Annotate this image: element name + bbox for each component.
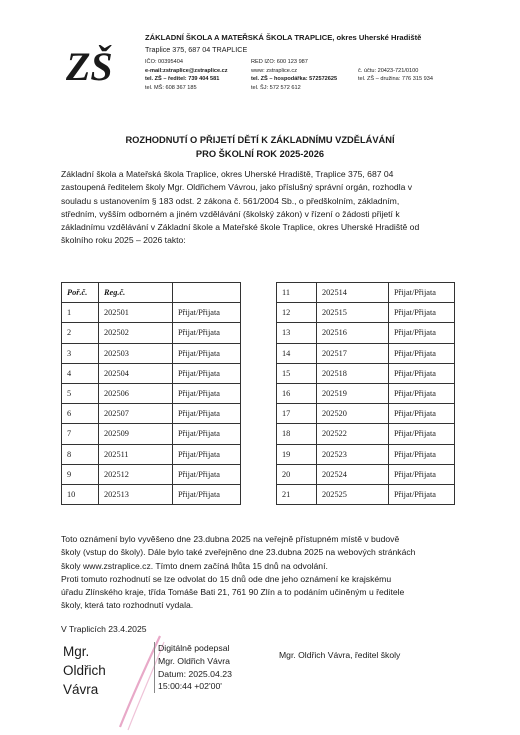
result-cell: Přijat/Přijata xyxy=(389,303,455,323)
header-result xyxy=(173,283,241,303)
school-address: Traplice 375, 687 04 TRAPLICE xyxy=(145,45,248,54)
order-cell: 4 xyxy=(62,363,99,383)
result-cell: Přijat/Přijata xyxy=(173,404,241,424)
table-row xyxy=(62,464,241,484)
order-cell: 2 xyxy=(62,323,99,343)
contact-phone-canteen: tel. ŠJ: 572 572 612 xyxy=(251,84,301,91)
table-row xyxy=(62,424,241,444)
result-cell: Přijat/Přijata xyxy=(389,383,455,403)
notice-line: úřadu Zlínského kraje, třída Tomáše Bati 21, 761 90 Zlín a to podáním učiněným u ředitele xyxy=(61,587,405,598)
title-line-1: ROZHODNUTÍ O PŘIJETÍ DĚTÍ K ZÁKLADNÍMU VZDĚLÁVÁNÍ xyxy=(125,135,395,145)
table-row xyxy=(277,424,455,444)
reg-cell: 202506 xyxy=(99,383,173,403)
notice-line: Proti tomuto rozhodnutí se lze odvolat do 15 dnů ode dne jeho oznámení ke krajskému xyxy=(61,573,392,584)
result-cell: Přijat/Přijata xyxy=(389,444,455,464)
notice-line: školy, která tato rozhodnutí vydala. xyxy=(61,600,194,611)
table-row xyxy=(277,404,455,424)
order-cell: 19 xyxy=(277,444,317,464)
table-row xyxy=(277,363,455,383)
reg-cell: 202522 xyxy=(317,424,389,444)
table-row xyxy=(62,444,241,464)
notice-line: Toto oznámení bylo vyvěšeno dne 23.dubna 2025 na veřejně přístupném místě v budově xyxy=(61,534,400,544)
table-row xyxy=(277,484,455,504)
intro-line: středním, vyšším odborném a jiném vzdělávání (školský zákon) v řízení o žádosti přijetí k xyxy=(61,208,400,219)
digital-signature-stamp xyxy=(154,642,232,693)
table-header-row xyxy=(62,283,241,303)
contact-account: č. účtu: 20423-721/0100 xyxy=(358,67,419,74)
reg-cell: 202512 xyxy=(99,464,173,484)
result-cell: Přijat/Přijata xyxy=(173,424,241,444)
reg-cell: 202520 xyxy=(317,404,389,424)
order-cell: 18 xyxy=(277,424,317,444)
reg-cell: 202516 xyxy=(317,323,389,343)
signature-name xyxy=(63,643,106,699)
result-cell: Přijat/Přijata xyxy=(173,444,241,464)
intro-line: školního roku 2025 – 2026 takto: xyxy=(61,235,186,246)
stamp-line: Mgr. Oldřich Vávra xyxy=(158,655,230,666)
reg-cell: 202507 xyxy=(99,404,173,424)
result-cell: Přijat/Přijata xyxy=(173,464,241,484)
reg-cell: 202513 xyxy=(99,484,173,504)
contact-column-2 xyxy=(251,58,337,92)
order-cell: 7 xyxy=(62,424,99,444)
table-row xyxy=(277,303,455,323)
result-cell: Přijat/Přijata xyxy=(173,484,241,504)
place-date: V Traplicích 23.4.2025 xyxy=(61,624,147,634)
reg-cell: 202518 xyxy=(317,363,389,383)
table-row xyxy=(277,444,455,464)
document-title xyxy=(0,133,520,161)
table-row xyxy=(277,343,455,363)
stamp-line: Datum: 2025.04.23 xyxy=(158,668,232,679)
result-cell: Přijat/Přijata xyxy=(173,363,241,383)
intro-line: základnímu vzdělávání v Základní škole a Mateřské škole Traplice, okres Uherské Hradiště od xyxy=(61,222,420,233)
order-cell: 11 xyxy=(277,283,317,303)
result-cell: Přijat/Přijata xyxy=(389,484,455,504)
table-row xyxy=(277,323,455,343)
stamp-line: Digitálně podepsal xyxy=(158,643,230,653)
order-cell: 12 xyxy=(277,303,317,323)
table-row xyxy=(62,484,241,504)
order-cell: 20 xyxy=(277,464,317,484)
reg-cell: 202509 xyxy=(99,424,173,444)
contact-column-1 xyxy=(145,58,228,92)
result-cell: Přijat/Přijata xyxy=(389,424,455,444)
order-cell: 17 xyxy=(277,404,317,424)
reg-cell: 202517 xyxy=(317,343,389,363)
contact-redizo: RED IZO: 600 123 987 xyxy=(251,59,308,65)
result-cell: Přijat/Přijata xyxy=(173,343,241,363)
result-cell: Přijat/Přijata xyxy=(389,283,455,303)
order-cell: 8 xyxy=(62,444,99,464)
contact-phone-ms: tel. MŠ: 608 367 185 xyxy=(145,84,197,91)
table-row xyxy=(277,464,455,484)
result-cell: Přijat/Přijata xyxy=(389,404,455,424)
order-cell: 21 xyxy=(277,484,317,504)
reg-cell: 202519 xyxy=(317,383,389,403)
reg-cell: 202502 xyxy=(99,323,173,343)
table-row xyxy=(62,323,241,343)
contact-column-3 xyxy=(358,67,433,84)
intro-line: souladu s ustanovením § 183 odst. 2 zákona č. 561/2004 Sb., o předškolním, základním, xyxy=(61,195,400,206)
contact-phone-club: tel. ZŠ – družina: 776 315 934 xyxy=(358,76,433,82)
result-cell: Přijat/Přijata xyxy=(173,323,241,343)
result-cell: Přijat/Přijata xyxy=(389,464,455,484)
results-table-left xyxy=(61,282,241,505)
signature-name-line: Mgr. xyxy=(63,644,90,659)
order-cell: 9 xyxy=(62,464,99,484)
order-cell: 14 xyxy=(277,343,317,363)
order-cell: 16 xyxy=(277,383,317,403)
table-row xyxy=(277,383,455,403)
reg-cell: 202523 xyxy=(317,444,389,464)
contact-email: e-mail:zstraplice@zstraplice.cz xyxy=(145,67,228,74)
school-name: ZÁKLADNÍ ŠKOLA A MATEŘSKÁ ŠKOLA TRAPLICE, okres Uherské Hradiště xyxy=(145,33,422,42)
order-cell: 3 xyxy=(62,343,99,363)
contact-phone-director: tel. ZŠ – ředitel: 739 404 581 xyxy=(145,76,220,82)
order-cell: 13 xyxy=(277,323,317,343)
result-cell: Přijat/Přijata xyxy=(173,303,241,323)
logo-text: ZŠ xyxy=(66,44,113,89)
result-cell: Přijat/Přijata xyxy=(389,323,455,343)
reg-cell: 202514 xyxy=(317,283,389,303)
title-line-2: PRO ŠKOLNÍ ROK 2025-2026 xyxy=(195,149,325,159)
reg-cell: 202503 xyxy=(99,343,173,363)
table-row xyxy=(277,283,455,303)
notice-paragraph xyxy=(61,533,471,613)
result-cell: Přijat/Přijata xyxy=(389,343,455,363)
results-table-right xyxy=(276,282,455,505)
intro-line: Základní škola a Mateřská škola Traplice, okres Uherské Hradiště, Traplice 375, 687 04 xyxy=(61,169,394,179)
header-reg: Reg.č. xyxy=(99,283,173,303)
school-logo xyxy=(66,38,114,90)
stamp-line: 15:00:44 +02'00' xyxy=(158,681,222,692)
result-cell: Přijat/Přijata xyxy=(173,383,241,403)
order-cell: 10 xyxy=(62,484,99,504)
order-cell: 6 xyxy=(62,404,99,424)
table-row xyxy=(62,343,241,363)
reg-cell: 202525 xyxy=(317,484,389,504)
order-cell: 5 xyxy=(62,383,99,403)
contact-phone-accounting: tel. ZŠ – hospodářka: 572572625 xyxy=(251,76,338,82)
table-row xyxy=(62,363,241,383)
intro-paragraph xyxy=(61,168,471,248)
notice-line: školy www.zstraplice.cz. Tímto dnem začíná lhůta 15 dnů na odvolání. xyxy=(61,560,328,571)
contact-www: www: zstraplice.cz xyxy=(251,67,298,74)
reg-cell: 202501 xyxy=(99,303,173,323)
header-order: Poř.č. xyxy=(62,283,99,303)
order-cell: 15 xyxy=(277,363,317,383)
reg-cell: 202511 xyxy=(99,444,173,464)
notice-line: školy (vstup do školy). Dále bylo také zveřejněno dne 23.dubna 2025 na webových stránkách xyxy=(61,547,416,558)
signature-name-line: Oldřich xyxy=(63,662,106,678)
reg-cell: 202524 xyxy=(317,464,389,484)
table-row xyxy=(62,303,241,323)
reg-cell: 202515 xyxy=(317,303,389,323)
signature-name-line: Vávra xyxy=(63,681,99,697)
signer-caption: Mgr. Oldřich Vávra, ředitel školy xyxy=(279,650,401,660)
reg-cell: 202504 xyxy=(99,363,173,383)
result-cell: Přijat/Přijata xyxy=(389,363,455,383)
table-row xyxy=(62,404,241,424)
intro-line: zastoupená ředitelem školy Mgr. Oldřichem Vávrou, jako příslušný správní orgán, rozhodla v xyxy=(61,182,413,193)
order-cell: 1 xyxy=(62,303,99,323)
table-row xyxy=(62,383,241,403)
contact-ico: IČO: 00395404 xyxy=(145,59,183,65)
